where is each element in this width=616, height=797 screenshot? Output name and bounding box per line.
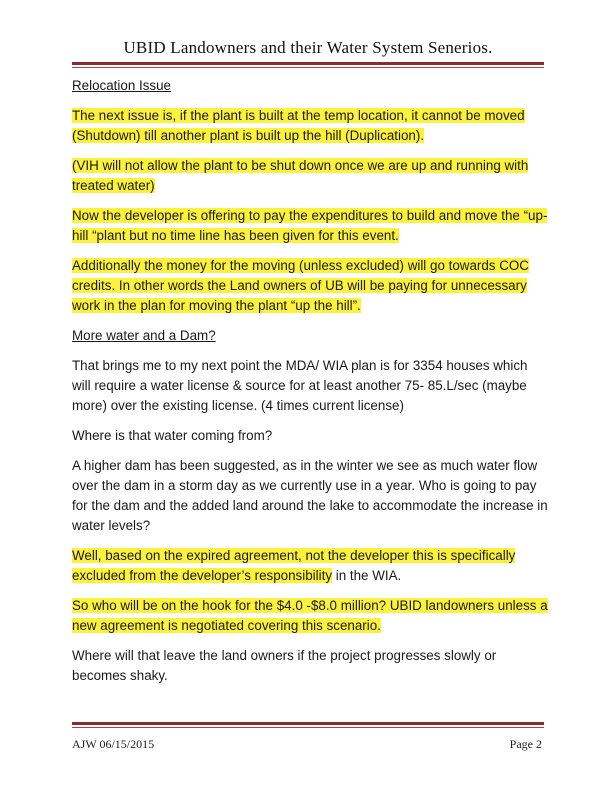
paragraph-who-pays: So who will be on the hook for the $4.0 -$8.0 million? UBID landowners unless a new agreement is negotiated covering this scenario. (72, 598, 548, 633)
relocation-heading: Relocation Issue (72, 78, 171, 93)
paragraph-expired-agreement (72, 546, 548, 586)
more-water-heading: More water and a Dam? (72, 328, 216, 343)
paragraph-vih-shutdown: (VIH will not allow the plant to be shut down once we are up and running with treated water) (72, 158, 529, 193)
document-body (72, 76, 548, 696)
header-rule (72, 62, 544, 68)
expired-agreement-highlight: Well, based on the expired agreement, not the developer this is specifically excluded from the developer’s responsibility (72, 548, 516, 583)
paragraph-higher-dam: A higher dam has been suggested, as in the winter we see as much water flow over the dam in a storm day as we currently use in a year. Who is going to pay for the dam and the added land around the lake to accommodate the increase in water levels? (72, 458, 548, 533)
paragraph-water-source-question: Where is that water coming from? (72, 428, 273, 443)
paragraph-project-progress: Where will that leave the land owners if the project progresses slowly or becomes shaky. (72, 648, 497, 683)
paragraph-developer-offer: Now the developer is offering to pay the expenditures to build and move the “up-hill “plant but no time line has been given for this event. (72, 208, 548, 243)
expired-agreement-rest: in the WIA. (332, 568, 402, 583)
page-number: Page 2 (509, 737, 542, 751)
paragraph-plant-relocation: The next issue is, if the plant is built at the temp location, it cannot be moved (Shutdown) till another plant is built up the hill (Duplication). (72, 108, 525, 143)
paragraph-coc-credits: Additionally the money for the moving (unless excluded) will go towards COC credits. In other words the Land owners of UB will be paying for unnecessary work in the plan for moving the plant “up the hill”. (72, 258, 529, 313)
footer-author-date: AJW 06/15/2015 (72, 737, 155, 751)
paragraph-mda-wia-plan: That brings me to my next point the MDA/ WIA plan is for 3354 houses which will require a water license & source for at least another 75- 85.L/sec (maybe more) over the existing license. (4 times current license) (72, 358, 528, 413)
page-title: UBID Landowners and their Water System Senerios. (123, 38, 493, 57)
footer-rule (72, 722, 544, 728)
